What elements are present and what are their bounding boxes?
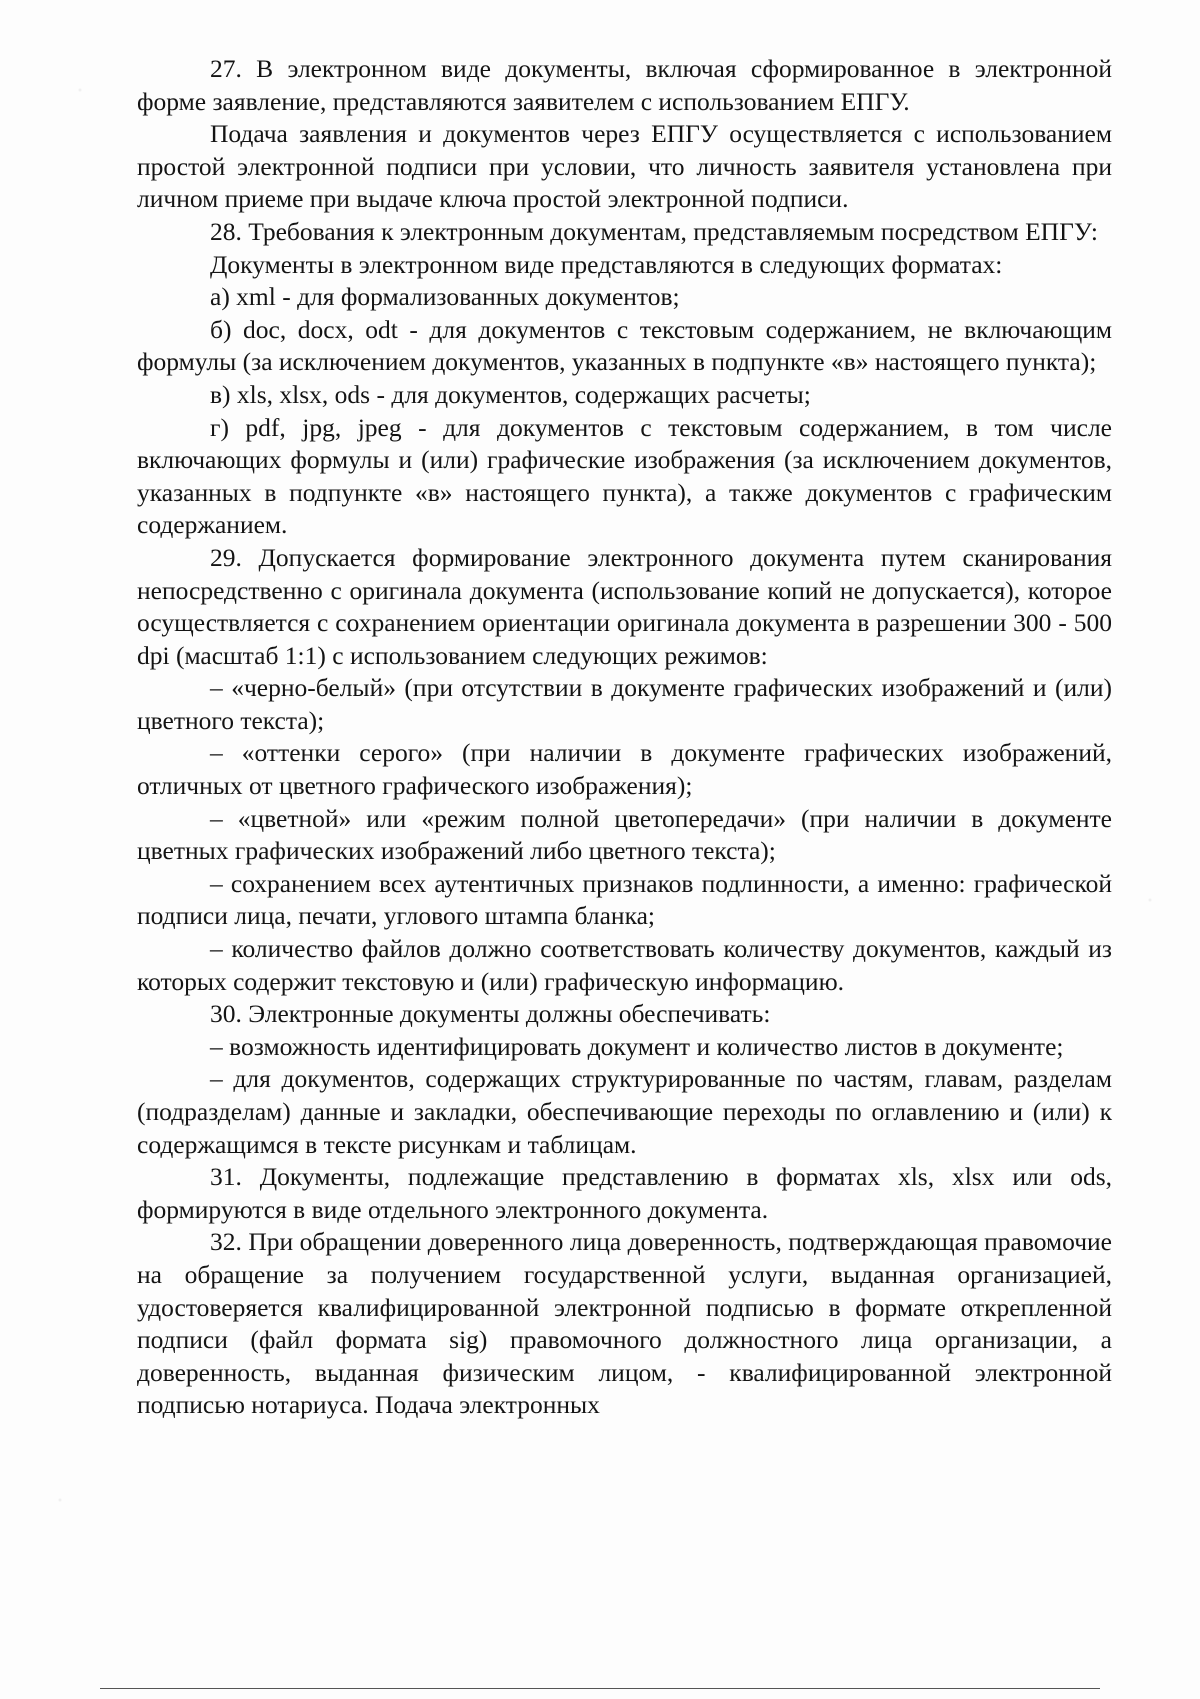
mode-file-count: – количество файлов должно соответствовать количеству документов, каждый из которых содержит текстовую и (или) графическую информацию.	[137, 934, 1112, 996]
mode-color: – «цветной» или «режим полной цветопередачи» (при наличии в документе цветных графических изображений либо цветного текста);	[137, 803, 1112, 866]
requirement-bookmarks: – для документов, содержащих структурированные по частям, главам, разделам (подразделам) данные и закладки, обеспечивающие переходы по оглавлению и (или) к содержащимся в тексте рисункам и таблицам.	[137, 1064, 1112, 1159]
paragraph-epgu-signature: Подача заявления и документов через ЕПГУ осуществляется с использованием простой электронной подписи при условии, что личность заявителя установлена при личном приеме при выдаче ключа простой электронной подписи.	[137, 119, 1112, 214]
requirement-identify: – возможность идентифицировать документ и количество листов в документе;	[210, 1031, 1064, 1061]
paragraph-32: 32. При обращении доверенного лица доверенность, подтверждающая правомочие на обращение за получением государственной услуги, выданная организацией, удостоверяется квалифицированной электронной подписью в формате открепленной подписи (файл формата sig) правомочного должностного лица организации, а доверенность, выданная физическим лицом, - квалифицированной электронной подписью нотариуса. Подача электронных	[137, 1227, 1112, 1420]
paragraph-30: 30. Электронные документы должны обеспечивать:	[210, 999, 771, 1029]
paragraph-28: 28. Требования к электронным документам, представляемым посредством ЕПГУ:	[210, 216, 1098, 246]
list-item-g: г) pdf, jpg, jpeg - для документов с текстовым содержанием, в том числе включающих формулы и (или) графические изображения (за исключением документов, указанных в подпункте «в» настоящего пункта), а также документов с графическим содержанием.	[137, 412, 1112, 540]
list-item-a: а) xml - для формализованных документов;	[210, 282, 680, 312]
page-bottom-edge	[100, 1688, 1100, 1689]
document-body	[137, 53, 1112, 1422]
paragraph-29: 29. Допускается формирование электронного документа путем сканирования непосредственно с оригинала документа (использование копий не допускается), которое осуществляется с сохранением ориентации оригинала документа в разрешении 300 - 500 dpi (масштаб 1:1) с использованием следующих режимов:	[137, 542, 1112, 670]
paragraph-31: 31. Документы, подлежащие представлению в форматах xls, xlsx или ods, формируются в виде отдельного электронного документа.	[137, 1162, 1112, 1224]
mode-black-white: – «черно-белый» (при отсутствии в документе графических изображений и (или) цветного текста);	[137, 673, 1112, 735]
paragraph-formats-intro: Документы в электронном виде представляются в следующих форматах:	[210, 249, 1003, 279]
paragraph-27: 27. В электронном виде документы, включая сформированное в электронной форме заявление, представляются заявителем с использованием ЕПГУ.	[137, 54, 1112, 116]
mode-authentic-signs: – сохранением всех аутентичных признаков подлинности, а именно: графической подписи лица, печати, углового штампа бланка;	[137, 868, 1112, 931]
list-item-b: б) doc, docx, odt - для документов с текстовым содержанием, не включающим формулы (за исключением документов, указанных в подпункте «в» настоящего пункта);	[137, 314, 1112, 377]
mode-grayscale: – «оттенки серого» (при наличии в документе графических изображений, отличных от цветного графического изображения);	[137, 738, 1112, 801]
list-item-v: в) xls, xlsx, ods - для документов, содержащих расчеты;	[210, 379, 811, 409]
